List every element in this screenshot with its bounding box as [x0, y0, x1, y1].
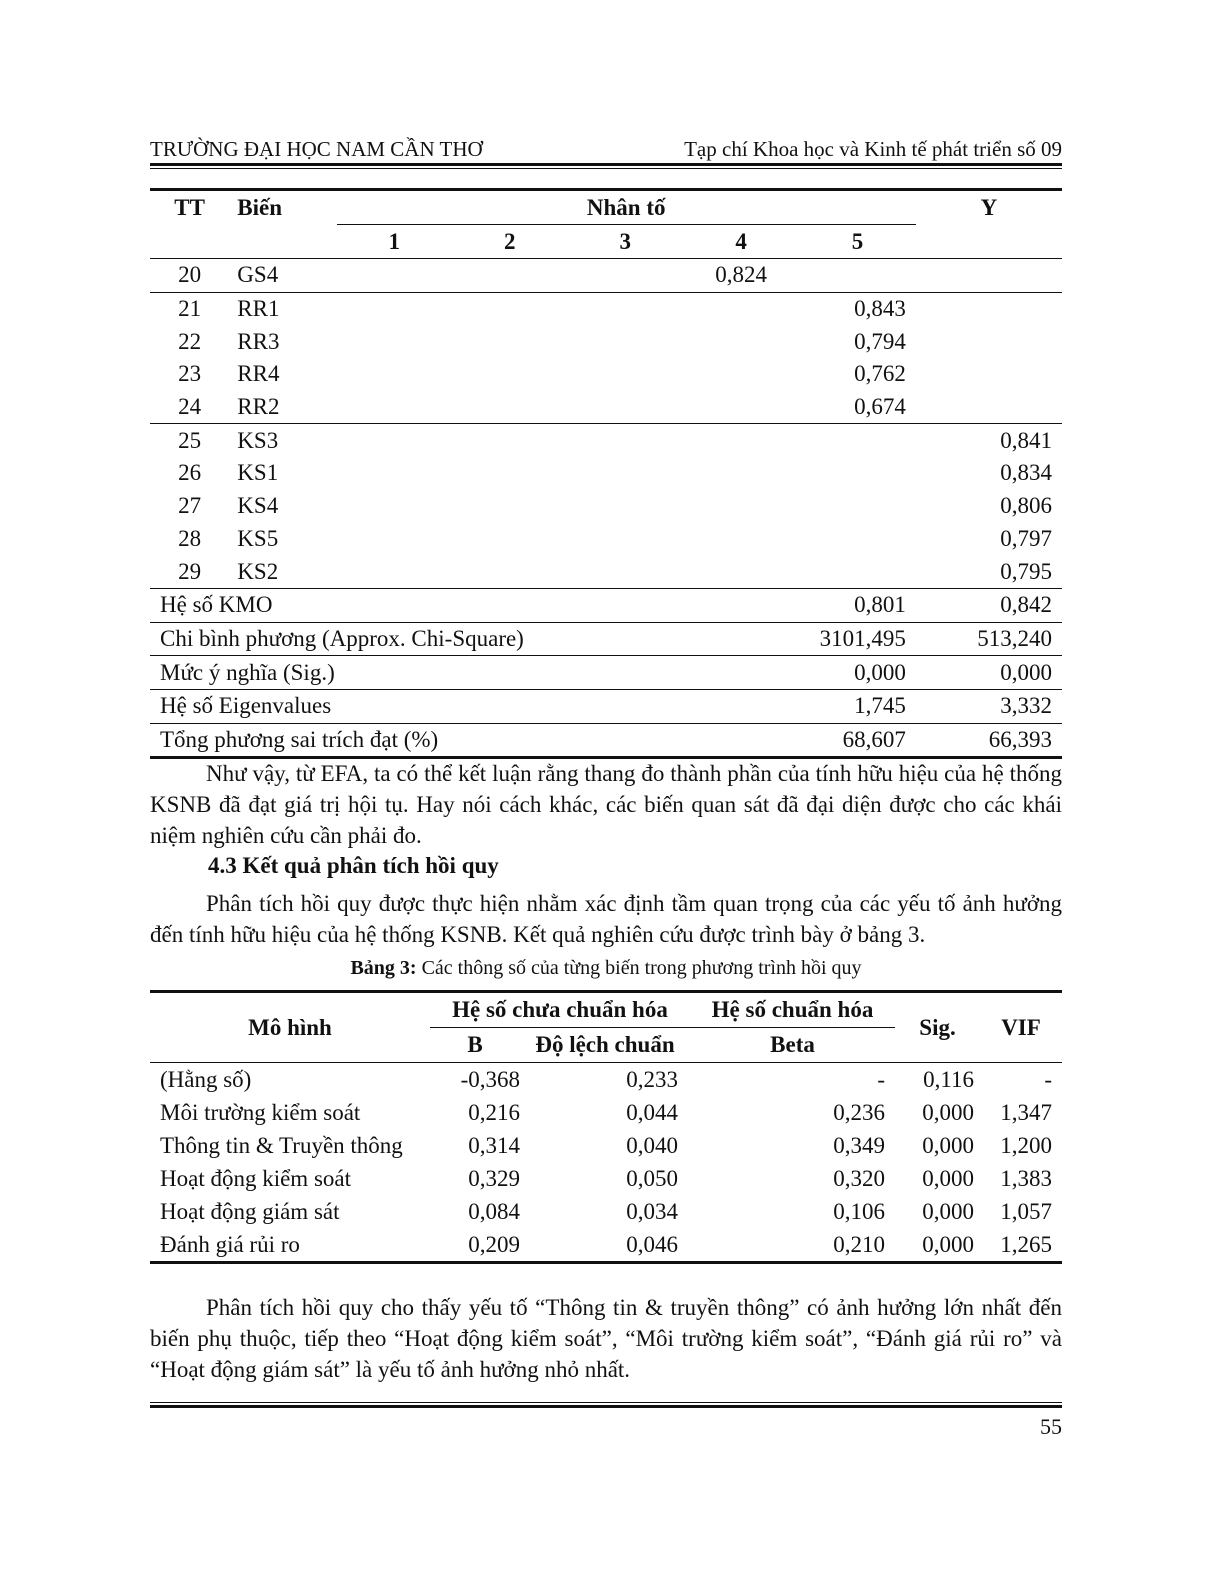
table-row: 22 RR3 0,794 — [178, 328, 906, 354]
table-row: 28 KS5 0,797 — [178, 525, 1052, 551]
table-row: 29 KS2 0,795 — [150, 555, 1062, 588]
table-row: Hoạt động giám sát 0,084 0,034 0,106 0,000 1,057 — [160, 1198, 1052, 1224]
table-caption: Bảng 3: Các thông số của từng biến trong phương trình hồi quy — [350, 957, 862, 979]
running-header — [150, 132, 1062, 162]
col-tt: TT — [174, 194, 205, 220]
footer-rule-thin — [150, 1402, 1062, 1403]
summary-row: Mức ý nghĩa (Sig.) 0,000 0,000 — [150, 656, 1062, 690]
table-row: Hoạt động kiểm soát 0,329 0,050 0,320 0,000 1,383 — [160, 1165, 1052, 1191]
section-heading: 4.3 Kết quả phân tích hồi quy — [208, 853, 499, 878]
table-row: Môi trường kiểm soát 0,216 0,044 0,236 0,000 1,347 — [160, 1099, 1052, 1125]
col-sig: Sig. — [895, 992, 980, 1063]
table-row: (Hằng số) -0,368 0,233 - 0,116 - — [160, 1066, 1052, 1092]
table-row: Thông tin & Truyền thông 0,314 0,040 0,349 0,000 1,200 — [160, 1132, 1052, 1158]
col-unstandardized: Hệ số chưa chuẩn hóa — [430, 992, 690, 1028]
page-number: 55 — [1040, 1414, 1062, 1439]
paragraph-regression-intro: Phân tích hồi quy được thực hiện nhằm xác định tầm quan trọng của các yếu tố ảnh hưởng đến tính hữu hiệu của hệ thống KSNB. Kết quả nghiên cứu được trình bày ở bảng 3. — [150, 891, 1062, 947]
table-row: 23 RR4 0,762 — [178, 361, 906, 387]
col-model: Mô hình — [150, 992, 430, 1063]
factor-4: 4 — [735, 228, 747, 254]
table-row: 21 RR1 0,843 — [178, 296, 906, 322]
col-vif: VIF — [980, 992, 1062, 1063]
col-factor-group: Nhân tố — [337, 190, 916, 225]
table-row: 26 KS1 0,834 — [178, 460, 1052, 486]
col-beta: Beta — [690, 1028, 895, 1063]
header-journal: Tạp chí Khoa học và Kinh tế phát triển số 09 — [684, 137, 1062, 161]
summary-row: Hệ số Eigenvalues 1,745 3,332 — [150, 689, 1062, 723]
header-rule-thick — [150, 163, 1062, 166]
summary-row: Chi bình phương (Approx. Chi-Square) 3101,495 513,240 — [150, 622, 1062, 656]
summary-row: Tổng phương sai trích đạt (%) 68,607 66,393 — [160, 726, 1052, 752]
col-standardized: Hệ số chuẩn hóa — [690, 992, 895, 1028]
table-row: Đánh giá rủi ro 0,209 0,046 0,210 0,000 1,265 — [160, 1231, 1052, 1257]
paragraph-efa-conclusion: Như vậy, từ EFA, ta có thể kết luận rằng thang đo thành phần của tính hữu hiệu của hệ thống KSNB đã đạt giá trị hội tụ. Hay nói cách khác, các biến quan sát đã đại diện được cho các khái niệm nghiên cứu cần phải đo. — [150, 761, 1062, 848]
col-b: B — [430, 1028, 520, 1063]
factor-5: 5 — [851, 228, 864, 254]
factor-1: 1 — [388, 228, 401, 254]
table-row: 25 KS3 0,841 — [178, 427, 1052, 453]
table-row: 24 RR2 0,674 — [150, 391, 1062, 424]
header-rule-thin — [150, 168, 1062, 169]
col-var: Biến — [237, 194, 283, 220]
factor-loading-table — [150, 188, 1062, 759]
header-institution: TRƯỜNG ĐẠI HỌC NAM CẦN THƠ — [150, 137, 483, 161]
factor-3: 3 — [619, 228, 632, 254]
table-row: 20 GS4 0,824 — [150, 259, 1062, 293]
regression-table — [150, 990, 1062, 1264]
col-se: Độ lệch chuẩn — [520, 1028, 690, 1063]
factor-2: 2 — [504, 228, 516, 254]
footer-rule-thick — [150, 1405, 1062, 1408]
summary-row: Hệ số KMO 0,801 0,842 — [150, 588, 1062, 622]
col-y: Y — [980, 194, 998, 220]
table-row: 27 KS4 0,806 — [178, 493, 1052, 519]
paragraph-regression-conclusion: Phân tích hồi quy cho thấy yếu tố “Thông tin & truyền thông” có ảnh hưởng lớn nhất đến biến phụ thuộc, tiếp theo “Hoạt động kiểm soát”, “Môi trường kiểm soát”, “Đánh giá rủi ro” và “Hoạt động giám sát” là yếu tố ảnh hưởng nhỏ nhất. — [150, 1295, 1062, 1382]
